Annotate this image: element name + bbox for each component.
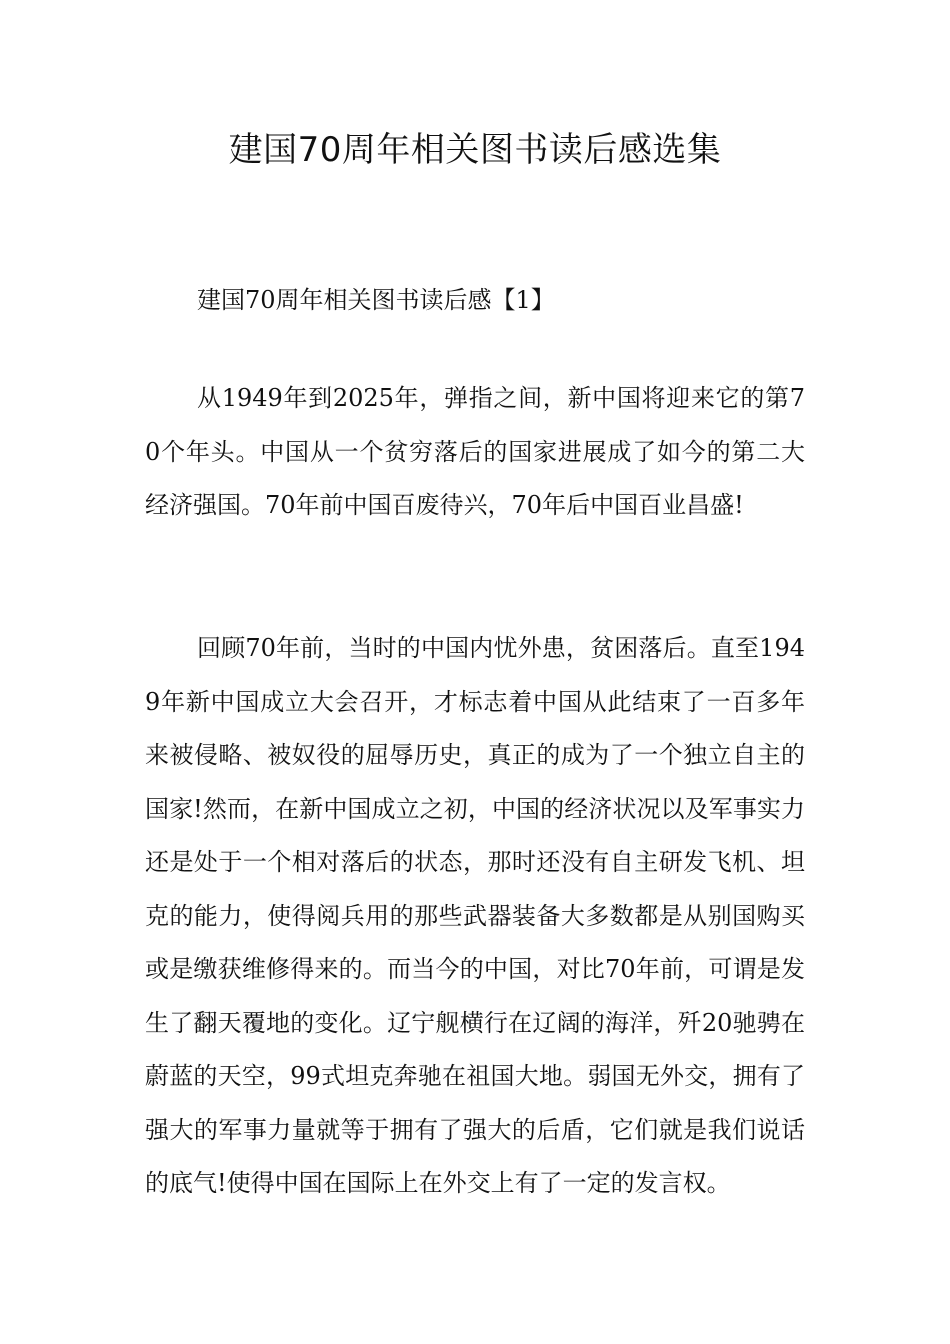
body-paragraph: 从1949年到2025年，弹指之间，新中国将迎来它的第70个年头。中国从一个贫穷落后的国家进展成了如今的第二大经济强国。70年前中国百废待兴，70年后中国百业昌盛!: [145, 384, 805, 519]
section-heading: 建国70周年相关图书读后感【1】: [197, 286, 555, 314]
document-title: 建国70周年相关图书读后感选集: [228, 130, 722, 170]
body-paragraph: 回顾70年前，当时的中国内忧外患，贫困落后。直至1949年新中国成立大会召开，才标志着中国从此结束了一百多年来被侵略、被奴役的屈辱历史，真正的成为了一个独立自主的国家!然而，在新中国成立之初，中国的经济状况以及军事实力还是处于一个相对落后的状态，那时还没有自主研发飞机、坦克的能力，使得阅兵用的那些武器装备大多数都是从别国购买或是缴获维修得来的。而当今的中国，对比70年前，可谓是发生了翻天覆地的变化。辽宁舰横行在辽阔的海洋，歼20驰骋在蔚蓝的天空，99式坦克奔驰在祖国大地。弱国无外交，拥有了强大的军事力量就等于拥有了强大的后盾，它们就是我们说话的底气!使得中国在国际上在外交上有了一定的发言权。: [145, 634, 805, 1197]
